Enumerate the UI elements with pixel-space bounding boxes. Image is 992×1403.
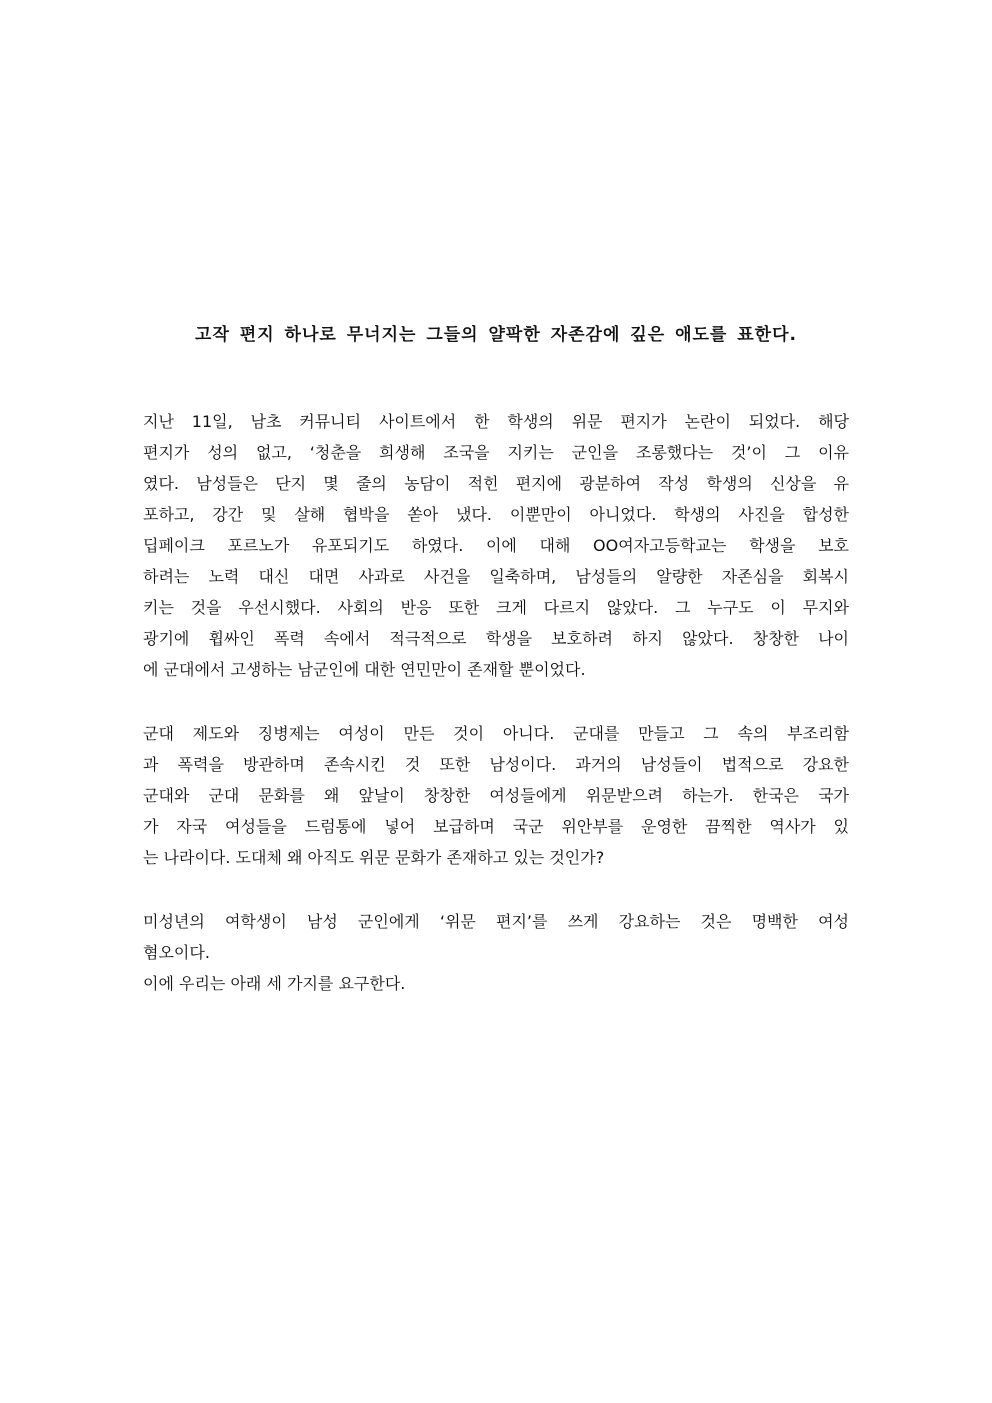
text-line: 가 자국 여성들을 드럼통에 넣어 보급하며 국군 위안부를 운영한 끔찍한 역사가 있 <box>143 817 849 836</box>
text-line: 이에 우리는 아래 세 가지를 요구한다. <box>143 974 406 993</box>
paragraph-incident <box>143 406 849 685</box>
text-line: 에 군대에서 고생하는 남군인에 대한 연민만이 존재할 뿐이었다. <box>143 660 586 679</box>
text-line: 지난 11일, 남초 커뮤니티 사이트에서 한 학생의 위문 편지가 논란이 되었다. 해당 <box>143 412 849 431</box>
paragraph-demands-intro <box>143 906 849 999</box>
document-title: 고작 편지 하나로 무너지는 그들의 얄팍한 자존감에 깊은 애도를 표한다. <box>195 325 797 345</box>
text-line: 군대와 군대 문화를 왜 앞날이 창창한 여성들에게 위문받으려 하는가. 한국은 국가 <box>143 786 849 805</box>
text-line: 편지가 성의 없고, ‘청춘을 희생해 조국을 지키는 군인을 조롱했다는 것’이 그 이유 <box>143 443 849 462</box>
text-line: 였다. 남성들은 단지 몇 줄의 농담이 적힌 편지에 광분하여 작성 학생의 신상을 유 <box>143 474 849 493</box>
text-line: 포하고, 강간 및 살해 협박을 쏟아 냈다. 이뿐만이 아니었다. 학생의 사진을 합성한 <box>143 505 849 524</box>
text-line: 혐오이다. <box>143 943 210 962</box>
text-line: 광기에 휩싸인 폭력 속에서 적극적으로 학생을 보호하려 하지 않았다. 창창한 나이 <box>143 629 849 648</box>
text-line: 는 나라이다. 도대체 왜 아직도 위문 문화가 존재하고 있는 것인가? <box>143 848 605 867</box>
text-line: 딥페이크 포르노가 유포되기도 하였다. 이에 대해 OO여자고등학교는 학생을 보호 <box>143 536 849 555</box>
paragraph-military-system <box>143 718 849 873</box>
text-line: 하려는 노력 대신 대면 사과로 사건을 일축하며, 남성들의 알량한 자존심을 회복시 <box>143 567 849 586</box>
text-line: 키는 것을 우선시했다. 사회의 반응 또한 크게 다르지 않았다. 그 누구도 이 무지와 <box>143 598 849 617</box>
text-line: 과 폭력을 방관하며 존속시킨 것 또한 남성이다. 과거의 남성들이 법적으로 강요한 <box>143 755 849 774</box>
text-line: 군대 제도와 징병제는 여성이 만든 것이 아니다. 군대를 만들고 그 속의 부조리함 <box>143 724 849 743</box>
text-line: 미성년의 여학생이 남성 군인에게 ‘위문 편지’를 쓰게 강요하는 것은 명백한 여성 <box>143 912 849 931</box>
